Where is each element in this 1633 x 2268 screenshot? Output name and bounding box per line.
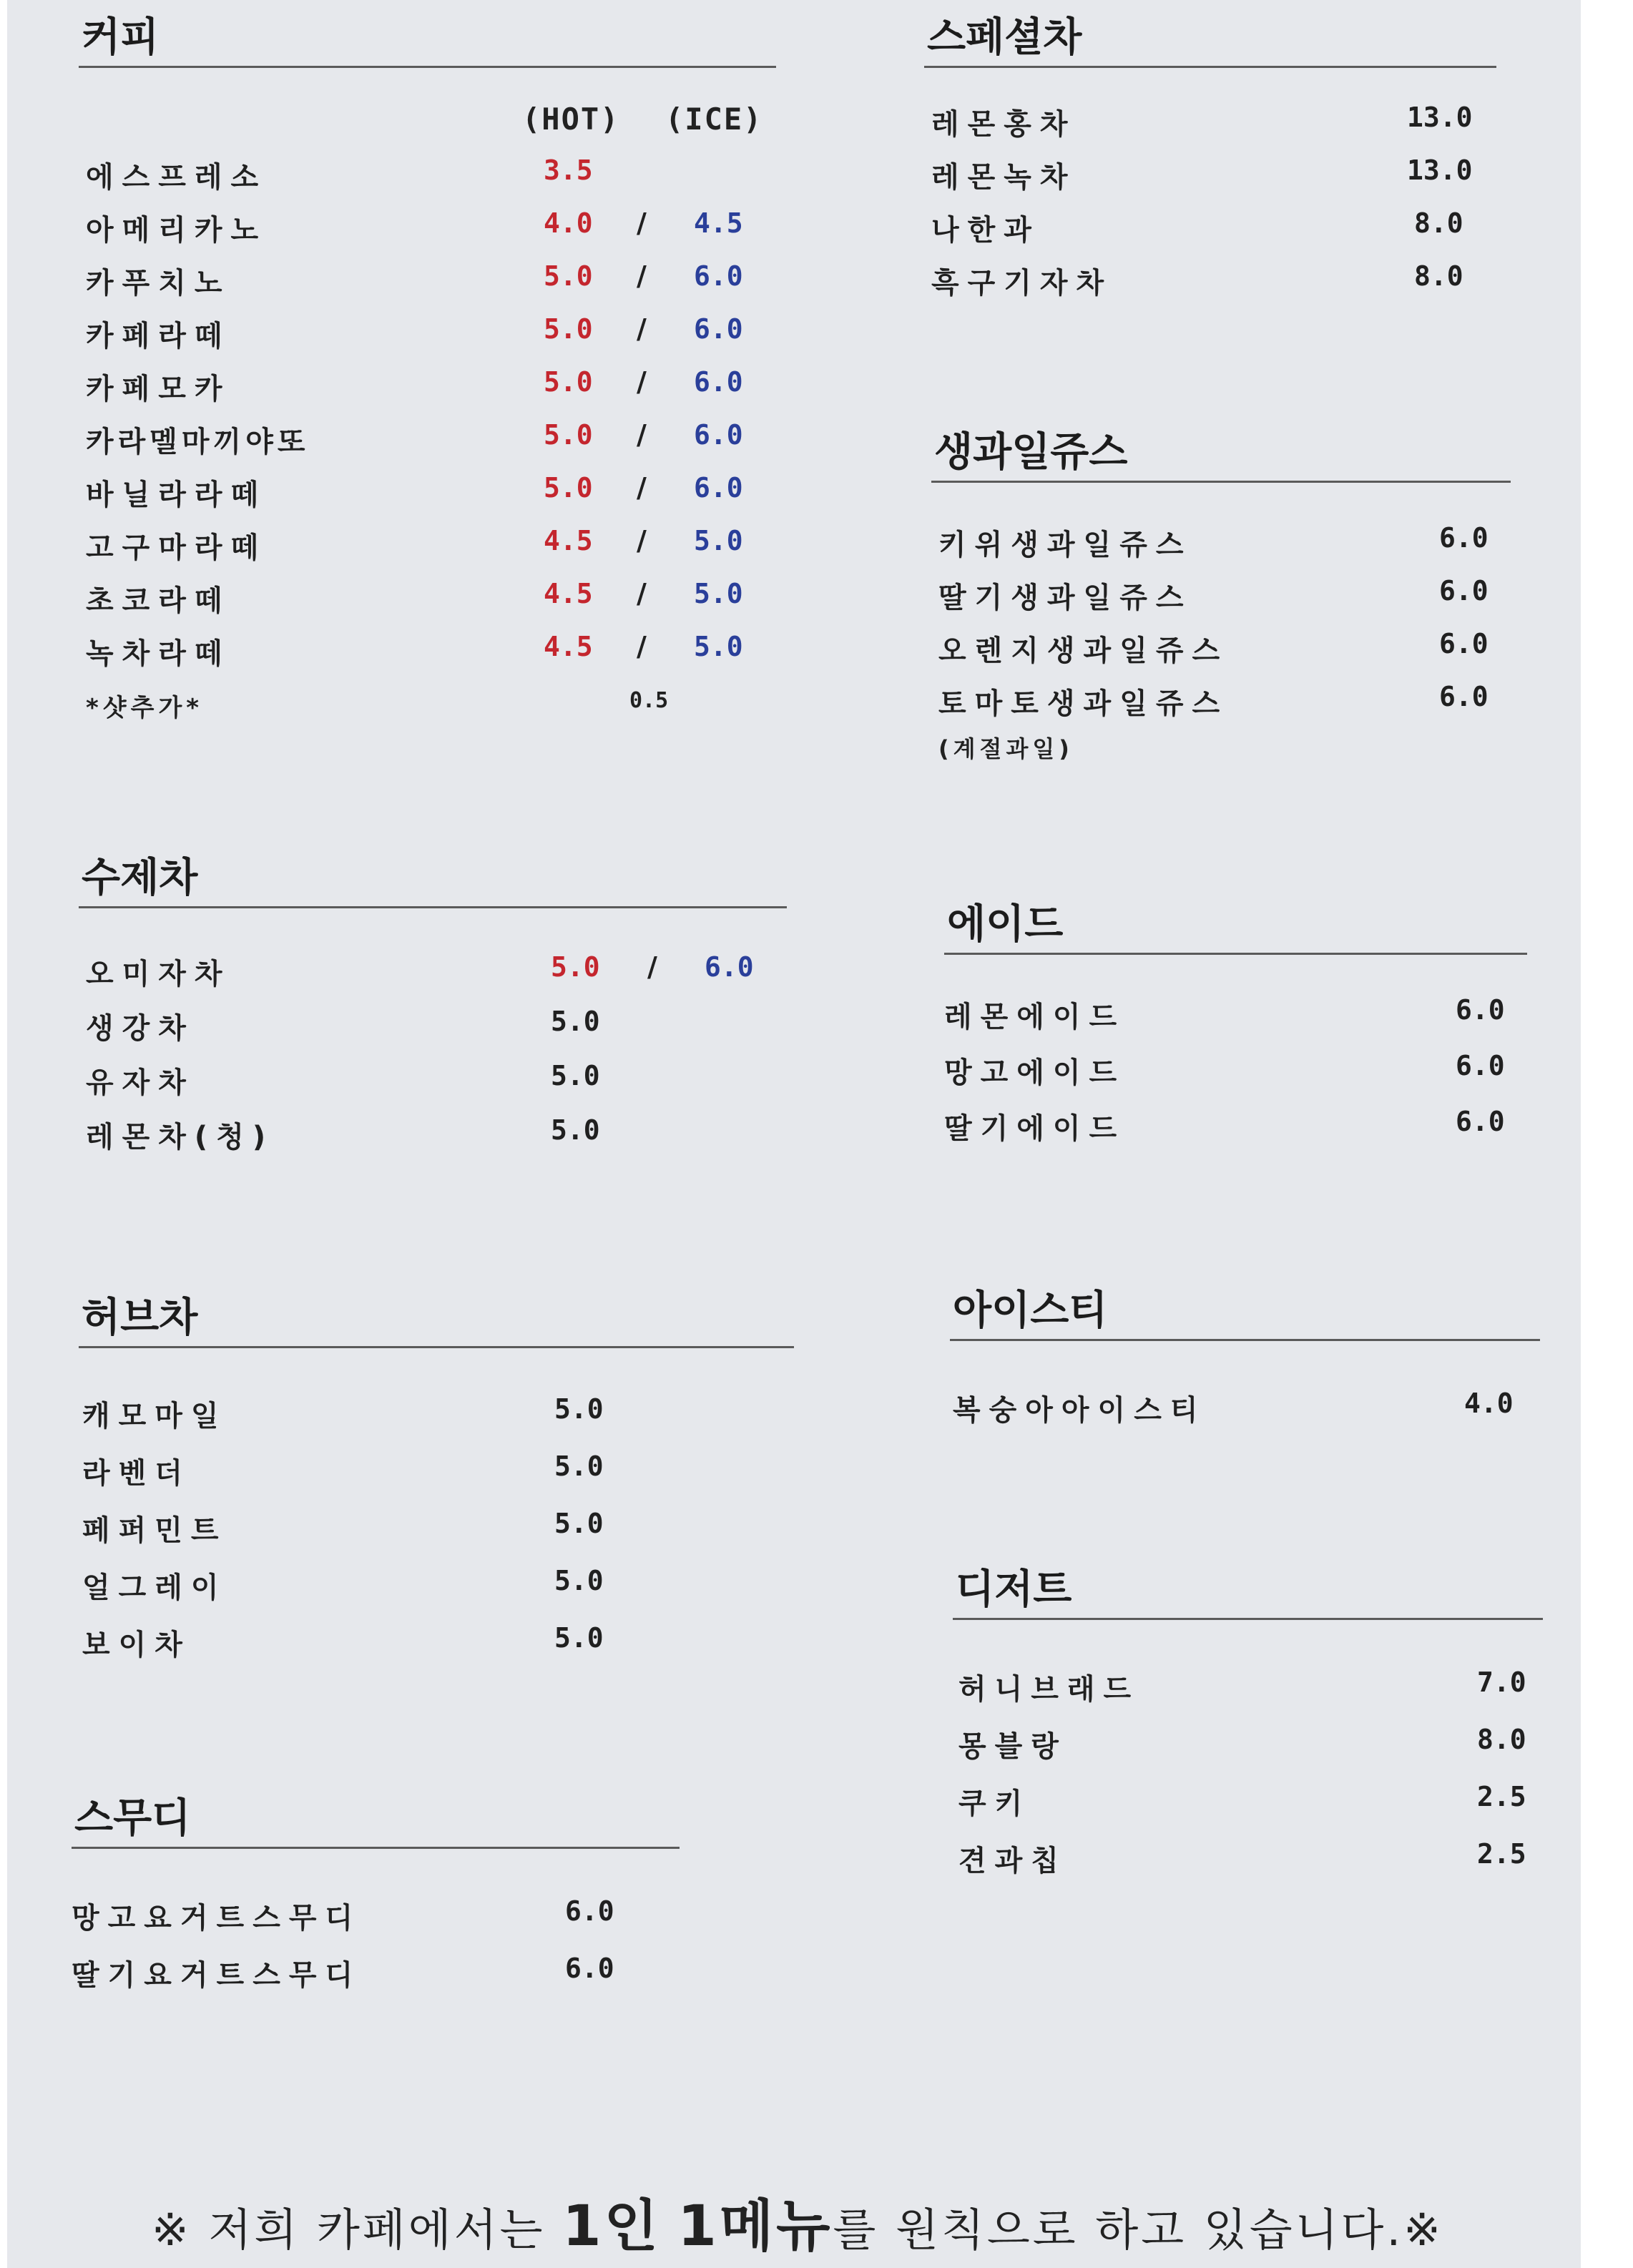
section-title-handmade-tea: 수제차 xyxy=(82,855,198,901)
section-iced-tea xyxy=(950,1287,1540,1341)
section-ade xyxy=(944,901,1527,955)
item-name: 바닐라라떼 xyxy=(86,478,268,511)
item-name: 딸기생과일쥬스 xyxy=(938,581,1192,614)
item-name: 딸기에이드 xyxy=(944,1112,1126,1145)
item-name: 아메리카노 xyxy=(86,214,268,247)
column-header-hot: (HOT) xyxy=(522,102,620,137)
section-title-smoothie: 스무디 xyxy=(74,1795,191,1842)
item-name: 견과칩 xyxy=(958,1845,1067,1877)
section-herb-tea xyxy=(79,1295,794,1348)
item-name: 카푸치노 xyxy=(86,267,231,300)
price-separator: / xyxy=(637,260,647,292)
footer-emphasis-one-menu: 1메뉴 xyxy=(677,2194,833,2259)
section-rule xyxy=(924,66,1496,68)
item-name: 망고요거트스무디 xyxy=(72,1902,362,1935)
item-price-ice: 6.0 xyxy=(694,472,743,504)
footer-notice xyxy=(7,2181,1588,2262)
section-rule xyxy=(72,1847,680,1849)
footer-emphasis-one-person: 1인 xyxy=(562,2194,661,2259)
item-name: 레몬녹차 xyxy=(931,161,1077,194)
item-price: 2.5 xyxy=(1477,1838,1526,1870)
item-name: 카라멜마끼야또 xyxy=(86,426,310,458)
section-title-special-tea: 스페셜차 xyxy=(927,14,1082,61)
item-name: 딸기요거트스무디 xyxy=(72,1959,362,1992)
item-name: 레몬차(청) xyxy=(86,1121,275,1154)
item-name: 라벤더 xyxy=(82,1457,191,1490)
price-separator: / xyxy=(637,207,647,239)
item-name: 오렌지생과일쥬스 xyxy=(938,634,1229,667)
item-price: 6.0 xyxy=(1456,994,1505,1026)
item-price: 6.0 xyxy=(565,1895,614,1927)
price-separator: / xyxy=(637,366,647,398)
item-price-ice: 6.0 xyxy=(694,260,743,292)
item-price-ice: 5.0 xyxy=(694,578,743,609)
item-price: 13.0 xyxy=(1407,154,1473,186)
section-rule xyxy=(950,1339,1540,1341)
section-rule xyxy=(79,66,776,68)
section-smoothie xyxy=(72,1795,680,1849)
item-price: 5.0 xyxy=(554,1393,604,1425)
item-price-hot: 4.5 xyxy=(544,631,593,662)
item-price-hot: 4.5 xyxy=(544,525,593,556)
item-price: 4.0 xyxy=(1464,1388,1514,1419)
item-name: 레몬에이드 xyxy=(944,1001,1126,1034)
item-price-ice: 5.0 xyxy=(694,631,743,662)
section-special-tea xyxy=(924,14,1496,68)
section-title-ade: 에이드 xyxy=(947,901,1064,948)
column-header-ice: (ICE) xyxy=(665,102,763,137)
item-name: 유자차 xyxy=(86,1066,195,1099)
item-price-hot: 3.5 xyxy=(544,154,593,186)
item-name: 복숭아아이스티 xyxy=(953,1394,1207,1427)
footer-text-before: 저희 카페에서는 xyxy=(208,2204,546,2256)
section-dessert xyxy=(953,1566,1543,1620)
item-name: 페퍼민트 xyxy=(82,1514,227,1547)
item-name: 카페모카 xyxy=(86,373,231,406)
item-price: 8.0 xyxy=(1477,1724,1526,1755)
item-name: 허니브래드 xyxy=(958,1673,1140,1706)
item-price-ice: 4.5 xyxy=(694,207,743,239)
item-price: 6.0 xyxy=(565,1953,614,1984)
item-name: 얼그레이 xyxy=(82,1571,227,1604)
item-price-hot: 5.0 xyxy=(544,419,593,451)
item-name: 녹차라떼 xyxy=(86,637,231,670)
item-name: 카페라떼 xyxy=(86,320,231,353)
item-price-hot: 5.0 xyxy=(544,366,593,398)
item-name: 고구마라떼 xyxy=(86,531,268,564)
item-price: 6.0 xyxy=(1439,681,1489,712)
item-price-hot: 5.0 xyxy=(544,260,593,292)
item-name: 몽블랑 xyxy=(958,1730,1067,1763)
item-name: 나한과 xyxy=(931,214,1040,247)
item-price: 5.0 xyxy=(554,1450,604,1482)
price-separator: / xyxy=(637,472,647,504)
price-separator: / xyxy=(637,313,647,345)
item-name: 쿠키 xyxy=(958,1787,1031,1820)
item-name: 초코라떼 xyxy=(86,584,231,617)
extra-shot-price: 0.5 xyxy=(629,688,669,713)
section-fresh-juice xyxy=(931,429,1511,483)
item-price-ice: 6.0 xyxy=(694,366,743,398)
item-price: 5.0 xyxy=(554,1565,604,1596)
item-price: 5.0 xyxy=(551,1114,600,1146)
reference-mark-right: ※ xyxy=(1403,2204,1444,2256)
item-price: 13.0 xyxy=(1407,102,1473,133)
item-price-hot: 5.0 xyxy=(544,313,593,345)
section-title-herb-tea: 허브차 xyxy=(82,1295,198,1341)
item-price-hot: 4.0 xyxy=(544,207,593,239)
item-name: 보이차 xyxy=(82,1629,191,1661)
price-separator: / xyxy=(637,631,647,662)
item-price: 7.0 xyxy=(1477,1666,1526,1698)
price-separator: / xyxy=(637,578,647,609)
item-price-hot: 4.5 xyxy=(544,578,593,609)
item-name: 흑구기자차 xyxy=(931,267,1113,300)
section-rule xyxy=(931,481,1511,483)
item-name: 생강차 xyxy=(86,1012,195,1045)
item-price: 6.0 xyxy=(1439,522,1489,554)
item-price: 6.0 xyxy=(1456,1106,1505,1137)
item-price-ice: 6.0 xyxy=(694,419,743,451)
section-title-dessert: 디저트 xyxy=(956,1566,1072,1613)
item-price-ice: 5.0 xyxy=(694,525,743,556)
section-rule xyxy=(79,906,787,908)
item-price-ice: 6.0 xyxy=(694,313,743,345)
item-name: 키위생과일쥬스 xyxy=(938,529,1192,561)
item-price: 6.0 xyxy=(1456,1050,1505,1081)
item-price-ice: 6.0 xyxy=(705,951,754,983)
section-rule xyxy=(79,1346,794,1348)
item-name: 토마토생과일쥬스 xyxy=(938,687,1229,720)
section-handmade-tea xyxy=(79,855,787,908)
item-price: 5.0 xyxy=(551,1060,600,1091)
section-rule xyxy=(953,1618,1543,1620)
item-price: 8.0 xyxy=(1414,207,1463,239)
item-price: 8.0 xyxy=(1414,260,1463,292)
item-price-hot: 5.0 xyxy=(551,951,600,983)
price-separator: / xyxy=(647,951,657,983)
item-name: 에스프레소 xyxy=(86,161,268,194)
section-title-iced-tea: 아이스티 xyxy=(953,1287,1108,1334)
item-name: 캐모마일 xyxy=(82,1400,227,1433)
price-separator: / xyxy=(637,419,647,451)
menu-board xyxy=(7,0,1581,2268)
seasonal-fruit-note: (계절과일) xyxy=(938,735,1074,762)
section-title-coffee: 커피 xyxy=(82,14,160,61)
item-name: 레몬홍차 xyxy=(931,108,1077,141)
section-coffee xyxy=(79,14,776,68)
footer-text-after: 를 원칙으로 하고 있습니다. xyxy=(833,2204,1404,2256)
item-price: 2.5 xyxy=(1477,1781,1526,1812)
extra-shot-label: *샷추가* xyxy=(86,694,204,722)
item-price-hot: 5.0 xyxy=(544,472,593,504)
item-price: 5.0 xyxy=(554,1622,604,1654)
item-price: 5.0 xyxy=(554,1508,604,1539)
item-name: 오미자차 xyxy=(86,958,231,991)
price-separator: / xyxy=(637,525,647,556)
item-price: 5.0 xyxy=(551,1006,600,1037)
item-price: 6.0 xyxy=(1439,575,1489,607)
section-rule xyxy=(944,953,1527,955)
section-title-fresh-juice: 생과일쥬스 xyxy=(934,429,1128,476)
item-name: 망고에이드 xyxy=(944,1056,1126,1089)
item-price: 6.0 xyxy=(1439,628,1489,659)
reference-mark-left: ※ xyxy=(151,2204,192,2256)
